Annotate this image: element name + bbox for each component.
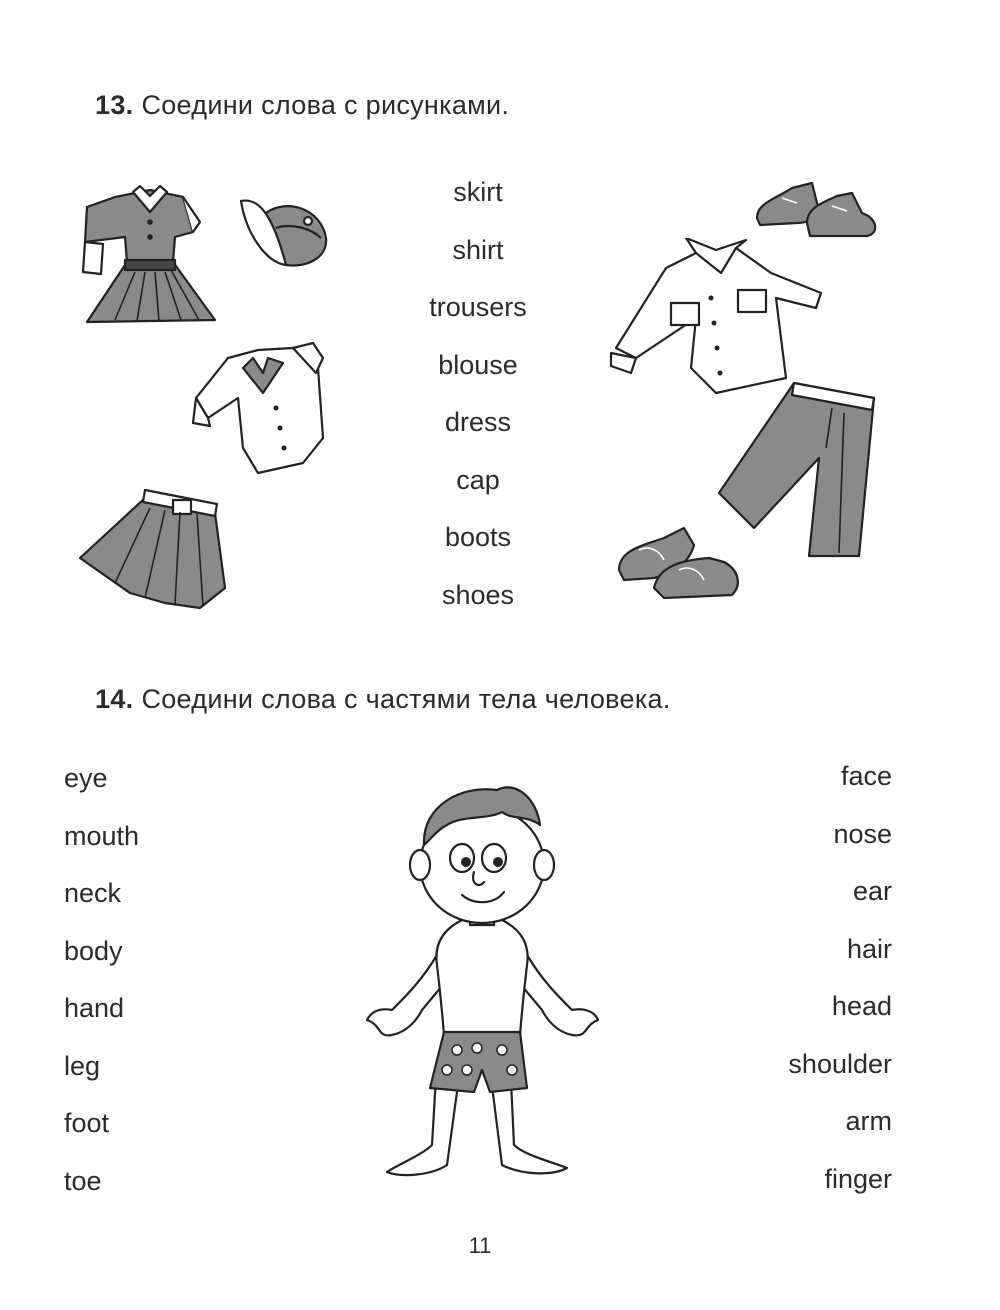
word-face[interactable]: face xyxy=(840,761,892,791)
exercise-14-number: 14. xyxy=(95,684,134,714)
shoes-illustration[interactable] xyxy=(614,520,744,605)
word-cap[interactable]: cap xyxy=(456,465,500,495)
word-head[interactable]: head xyxy=(831,991,892,1021)
shirt-illustration[interactable] xyxy=(606,238,831,398)
word-shoulder[interactable]: shoulder xyxy=(788,1049,892,1079)
page-number: 11 xyxy=(468,1233,492,1258)
word-body[interactable]: body xyxy=(64,936,123,966)
cap-illustration[interactable] xyxy=(236,193,336,273)
word-blouse[interactable]: blouse xyxy=(438,350,518,380)
word-mouth[interactable]: mouth xyxy=(64,821,140,851)
exercise-13-instruction: Соедини слова с рисунками. xyxy=(141,90,510,120)
word-hair[interactable]: hair xyxy=(846,934,892,964)
word-toe[interactable]: toe xyxy=(64,1166,102,1196)
word-shirt[interactable]: shirt xyxy=(452,235,504,265)
skirt-illustration[interactable] xyxy=(75,488,235,616)
word-leg[interactable]: leg xyxy=(64,1051,101,1081)
word-ear[interactable]: ear xyxy=(852,876,892,906)
exercise-13-heading xyxy=(95,90,509,121)
boots-illustration[interactable] xyxy=(752,178,882,240)
word-skirt[interactable]: skirt xyxy=(453,177,503,207)
word-arm[interactable]: arm xyxy=(845,1106,892,1136)
word-eye[interactable]: eye xyxy=(64,763,108,793)
word-nose[interactable]: nose xyxy=(833,819,892,849)
word-shoes[interactable]: shoes xyxy=(441,580,515,610)
word-boots[interactable]: boots xyxy=(444,522,512,552)
word-foot[interactable]: foot xyxy=(64,1108,110,1138)
boy-illustration[interactable] xyxy=(362,770,602,1185)
word-hand[interactable]: hand xyxy=(64,993,125,1023)
exercise-14-instruction: Соедини слова с частями тела человека. xyxy=(141,684,671,714)
dress-illustration[interactable] xyxy=(75,182,225,337)
word-finger[interactable]: finger xyxy=(824,1164,892,1194)
exercise-14-heading xyxy=(95,684,671,715)
word-neck[interactable]: neck xyxy=(64,878,122,908)
word-trousers[interactable]: trousers xyxy=(429,292,527,322)
blouse-illustration[interactable] xyxy=(188,338,338,478)
word-dress[interactable]: dress xyxy=(444,407,512,437)
exercise-13-number: 13. xyxy=(95,90,134,120)
